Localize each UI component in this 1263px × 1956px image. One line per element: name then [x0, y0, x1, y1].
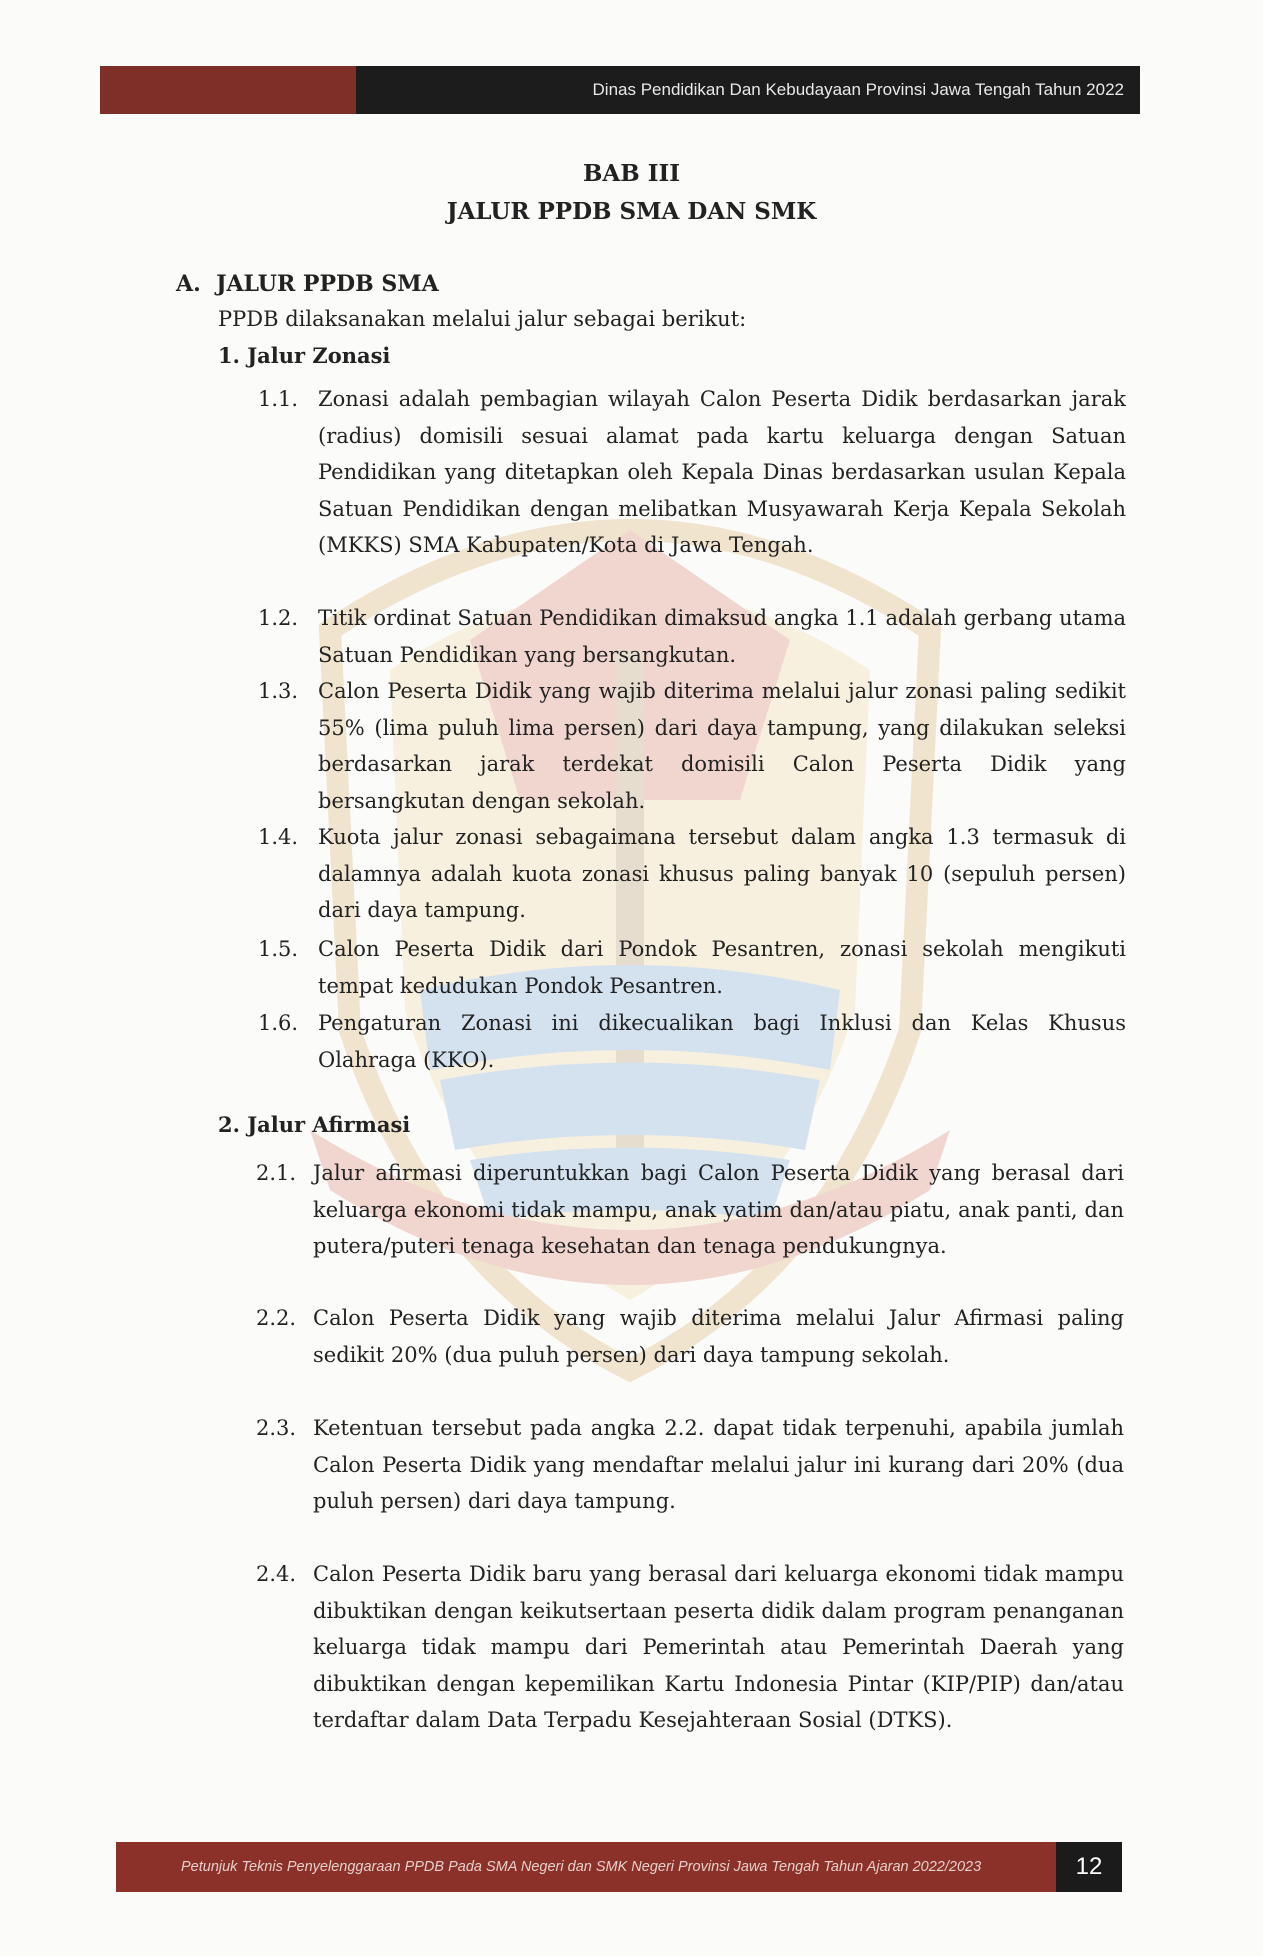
item-text: Calon Peserta Didik yang wajib diterima melalui Jalur Afirmasi paling sedikit 20% (dua puluh persen) dari daya tampung sekolah.: [313, 1306, 1124, 1367]
item-text: Ketentuan tersebut pada angka 2.2. dapat tidak terpenuhi, apabila jumlah Calon Peserta Didik yang mendaftar melalui jalur ini kurang dari 20% (dua puluh persen) dari daya tampung.: [313, 1416, 1124, 1513]
item-text: Zonasi adalah pembagian wilayah Calon Peserta Didik berdasarkan jarak (radius) domisili sesuai alamat pada kartu keluarga dengan Satuan Pendidikan yang ditetapkan oleh Kepala Dinas berdasarkan usulan Kepala Satuan Pendidikan dengan melibatkan Musyawarah Kerja Kepala Sekolah (MKKS) SMA Kabupaten/Kota di Jawa Tengah.: [318, 387, 1126, 557]
afirmasi-item: [256, 1556, 1124, 1739]
zonasi-item: [258, 381, 1126, 564]
item-text: Calon Peserta Didik yang wajib diterima melalui jalur zonasi paling sedikit 55% (lima puluh lima persen) dari daya tampung, yang dilakukan seleksi berdasarkan jarak terdekat domisili Calon Peserta Didik yang bersangkutan dengan sekolah.: [318, 679, 1126, 813]
page-number: 12: [1056, 1842, 1122, 1892]
item-text: Calon Peserta Didik dari Pondok Pesantren, zonasi sekolah mengikuti tempat kedudukan Pondok Pesantren.: [318, 937, 1126, 998]
item-number: 2.4.: [256, 1562, 297, 1586]
chapter-title: JALUR PPDB SMA DAN SMK: [446, 198, 817, 225]
item-text: Calon Peserta Didik baru yang berasal dari keluarga ekonomi tidak mampu dibuktikan dengan keikutsertaan peserta didik dalam program penanganan keluarga tidak mampu dari Pemerintah atau Pemerintah Daerah yang dibuktikan dengan kepemilikan Kartu Indonesia Pintar (KIP/PIP) dan/atau terdaftar dalam Data Terpadu Kesejahteraan Sosial (DTKS).: [313, 1562, 1124, 1732]
section-a-title: JALUR PPDB SMA: [216, 271, 439, 297]
afirmasi-heading: 2. Jalur Afirmasi: [218, 1112, 411, 1137]
chapter-number: BAB III: [582, 160, 680, 187]
afirmasi-item: [256, 1410, 1124, 1520]
item-text: Jalur afirmasi diperuntukkan bagi Calon Peserta Didik yang berasal dari keluarga ekonomi tidak mampu, anak yatim dan/atau piatu, anak panti, dan putera/puteri tenaga kesehatan dan tenaga pendukungnya.: [313, 1161, 1124, 1258]
page-footer: [116, 1842, 1122, 1892]
item-text: Pengaturan Zonasi ini dikecualikan bagi Inklusi dan Kelas Khusus Olahraga (KKO).: [318, 1011, 1126, 1072]
zonasi-item: [258, 600, 1126, 673]
section-a-heading: [176, 271, 439, 297]
section-a-label: A.: [176, 271, 201, 297]
item-number: 1.5.: [258, 937, 299, 961]
zonasi-item: [258, 931, 1126, 1004]
section-a-intro: PPDB dilaksanakan melalui jalur sebagai berikut:: [218, 307, 747, 331]
item-text: Kuota jalur zonasi sebagaimana tersebut dalam angka 1.3 termasuk di dalamnya adalah kuota zonasi khusus paling banyak 10 (sepuluh persen) dari daya tampung.: [318, 825, 1126, 922]
afirmasi-item: [256, 1300, 1124, 1373]
item-number: 1.2.: [258, 606, 299, 630]
item-number: 1.3.: [258, 679, 299, 703]
item-text: Titik ordinat Satuan Pendidikan dimaksud angka 1.1 adalah gerbang utama Satuan Pendidikan yang bersangkutan.: [318, 606, 1126, 667]
header-text: Dinas Pendidikan Dan Kebudayaan Provinsi Jawa Tengah Tahun 2022: [356, 66, 1140, 114]
zonasi-item: [258, 1005, 1126, 1078]
item-number: 1.4.: [258, 825, 299, 849]
item-number: 2.2.: [256, 1306, 297, 1330]
item-number: 2.1.: [256, 1161, 297, 1185]
afirmasi-item: [256, 1155, 1124, 1265]
zonasi-item: [258, 673, 1126, 819]
item-number: 1.1.: [258, 387, 299, 411]
footer-text: Petunjuk Teknis Penyelenggaraan PPDB Pada SMA Negeri dan SMK Negeri Provinsi Jawa Tengah Tahun Ajaran 2022/2023: [116, 1842, 1056, 1892]
item-number: 2.3.: [256, 1416, 297, 1440]
zonasi-heading: 1. Jalur Zonasi: [218, 343, 391, 368]
item-number: 1.6.: [258, 1011, 299, 1035]
zonasi-item: [258, 819, 1126, 929]
